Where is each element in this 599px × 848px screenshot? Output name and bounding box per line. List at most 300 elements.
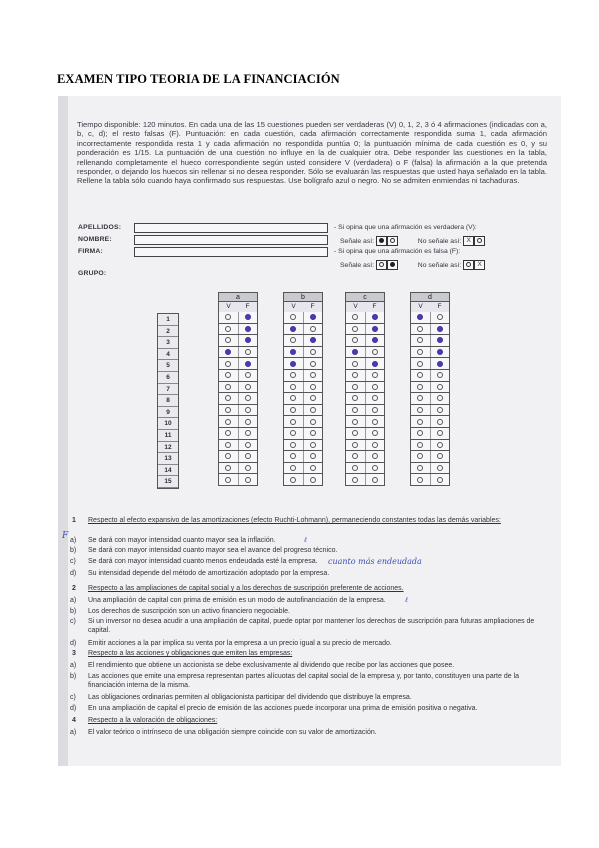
question-number: 9: [158, 407, 178, 419]
answer-cell: [431, 440, 450, 451]
false-bubble[interactable]: [437, 384, 443, 390]
true-bubble[interactable]: [290, 430, 296, 436]
field-label-firma: FIRMA:: [78, 248, 103, 255]
false-bubble[interactable]: [437, 372, 443, 378]
answer-cell: [304, 358, 323, 369]
true-bubble[interactable]: [417, 442, 423, 448]
true-bubble[interactable]: [352, 337, 358, 343]
answer-row: [345, 370, 385, 382]
question-title: Respecto a la valoración de obligaciones:: [88, 717, 218, 724]
statement-letter: c): [70, 618, 76, 625]
answer-cell: [219, 416, 239, 427]
question-number: 15: [158, 476, 178, 488]
answer-cell: [366, 370, 385, 381]
answer-row: [345, 324, 385, 336]
false-bubble[interactable]: [310, 361, 316, 367]
question-number: 12: [158, 442, 178, 454]
false-bubble[interactable]: [310, 372, 316, 378]
answer-cell: [239, 382, 258, 393]
answer-cell: [219, 463, 239, 474]
answer-cell: [304, 382, 323, 393]
true-bubble[interactable]: [417, 477, 423, 483]
answer-row: [345, 416, 385, 428]
answer-row: [345, 312, 385, 324]
mark-label: Señale así:: [340, 261, 375, 269]
question-number: 2: [72, 585, 76, 592]
false-bubble[interactable]: [437, 395, 443, 401]
answer-cell: [219, 440, 239, 451]
answer-cell: [366, 416, 385, 427]
false-bubble[interactable]: [437, 326, 443, 332]
true-bubble[interactable]: [225, 349, 231, 355]
answer-row: [283, 451, 323, 463]
false-bubble[interactable]: [310, 419, 316, 425]
answer-row: [410, 451, 450, 463]
empty-bubble-icon: [376, 260, 387, 270]
answer-cell: [304, 440, 323, 451]
true-bubble[interactable]: [290, 349, 296, 355]
answer-cell: [284, 370, 304, 381]
answer-row: [345, 451, 385, 463]
answer-cell: [239, 416, 258, 427]
answer-cell: [284, 474, 304, 485]
answer-group-b: [283, 292, 323, 486]
answer-cell: [219, 451, 239, 462]
false-bubble[interactable]: [437, 314, 443, 320]
answer-row: [283, 463, 323, 475]
false-bubble[interactable]: [245, 419, 251, 425]
answer-cell: [366, 335, 385, 346]
answer-cell: [239, 335, 258, 346]
question-number: 1: [158, 314, 178, 326]
filled-bubble-icon: [376, 236, 387, 246]
true-bubble[interactable]: [225, 314, 231, 320]
statement-text: En una ampliación de capital el precio de emisión de las acciones puede incorporar una prima de emisión positiva o negativa.: [88, 705, 478, 712]
answer-cell: [431, 416, 450, 427]
answer-cell: [366, 393, 385, 404]
true-bubble[interactable]: [352, 349, 358, 355]
apellidos-input[interactable]: [134, 223, 328, 233]
answer-cell: [366, 451, 385, 462]
answer-cell: [431, 358, 450, 369]
answer-cell: [239, 474, 258, 485]
true-bubble[interactable]: [352, 314, 358, 320]
answer-cell: [366, 324, 385, 335]
answer-cell: [411, 463, 431, 474]
question-number: 4: [158, 349, 178, 361]
answer-cell: [284, 451, 304, 462]
answer-row: [218, 463, 258, 475]
true-bubble[interactable]: [352, 407, 358, 413]
answer-group-c: [345, 292, 385, 486]
false-bubble[interactable]: [310, 477, 316, 483]
answer-row: [410, 324, 450, 336]
false-bubble[interactable]: [372, 407, 378, 413]
true-bubble[interactable]: [352, 465, 358, 471]
answer-cell: [431, 370, 450, 381]
false-bubble[interactable]: [245, 349, 251, 355]
true-bubble[interactable]: [225, 465, 231, 471]
false-column-label: F: [245, 303, 250, 310]
answer-cell: [239, 370, 258, 381]
statement-letter: c): [70, 694, 76, 701]
false-bubble[interactable]: [437, 465, 443, 471]
true-bubble[interactable]: [352, 453, 358, 459]
answer-cell: [219, 324, 239, 335]
answer-row: [345, 428, 385, 440]
question-title: Respecto a las ampliaciones de capital social y a los derechos de suscripción preferente de acciones.: [88, 585, 404, 592]
false-bubble[interactable]: [372, 430, 378, 436]
false-bubble[interactable]: [245, 337, 251, 343]
true-bubble[interactable]: [290, 442, 296, 448]
false-bubble[interactable]: [245, 407, 251, 413]
answer-row: [410, 335, 450, 347]
answer-cell: [219, 382, 239, 393]
firma-input[interactable]: [134, 247, 328, 257]
true-bubble[interactable]: [352, 477, 358, 483]
answer-row: [345, 347, 385, 359]
statement-text: Emitir acciones a la par implica su venta por la empresa a un precio igual a su precio de mercado.: [88, 640, 392, 647]
answer-row: [283, 347, 323, 359]
field-label-nombre: NOMBRE:: [78, 236, 112, 243]
true-bubble[interactable]: [352, 419, 358, 425]
question-number: 13: [158, 453, 178, 465]
answer-cell: [431, 393, 450, 404]
answer-cell: [219, 393, 239, 404]
answer-cell: [304, 347, 323, 358]
false-bubble[interactable]: [437, 419, 443, 425]
vf-header-row: [218, 302, 258, 312]
false-bubble[interactable]: [245, 465, 251, 471]
true-bubble[interactable]: [352, 430, 358, 436]
false-bubble[interactable]: [310, 430, 316, 436]
statement-text: Las obligaciones ordinarias permiten al obligacionista participar del dividendo que distribuye la empresa.: [88, 694, 412, 701]
false-bubble[interactable]: [245, 361, 251, 367]
answer-cell: [366, 474, 385, 485]
answer-row: [410, 405, 450, 417]
handwritten-margin-mark: F: [62, 531, 69, 541]
true-bubble[interactable]: [290, 395, 296, 401]
true-bubble[interactable]: [225, 337, 231, 343]
true-bubble[interactable]: [417, 337, 423, 343]
answer-cell: [346, 312, 366, 323]
answer-cell: [239, 393, 258, 404]
answer-row: [218, 451, 258, 463]
true-instruction: - Si opina que una afirmación es verdadera (V):: [334, 224, 477, 231]
true-column-label: V: [418, 303, 423, 310]
answer-cell: [366, 463, 385, 474]
statement-letter: d): [70, 570, 77, 577]
answer-cell: [366, 440, 385, 451]
answer-cell: [304, 428, 323, 439]
false-bubble[interactable]: [245, 430, 251, 436]
empty-bubble-icon: [474, 236, 485, 246]
answer-cell: [411, 335, 431, 346]
true-bubble[interactable]: [225, 326, 231, 332]
answer-cell: [346, 463, 366, 474]
answer-row: [410, 393, 450, 405]
false-bubble[interactable]: [245, 314, 251, 320]
answer-row: [218, 440, 258, 452]
true-column-label: V: [353, 303, 358, 310]
answer-cell: [239, 324, 258, 335]
answer-row: [218, 312, 258, 324]
answer-row: [283, 382, 323, 394]
false-bubble[interactable]: [372, 477, 378, 483]
answer-row: [345, 393, 385, 405]
true-bubble[interactable]: [290, 407, 296, 413]
answer-cell: [239, 312, 258, 323]
false-bubble[interactable]: [245, 453, 251, 459]
true-bubble[interactable]: [290, 314, 296, 320]
false-bubble[interactable]: [245, 477, 251, 483]
true-bubble[interactable]: [290, 326, 296, 332]
answer-cell: [346, 335, 366, 346]
filled-bubble-icon: [387, 260, 398, 270]
false-bubble[interactable]: [245, 395, 251, 401]
answer-cell: [219, 312, 239, 323]
answer-cell: [411, 312, 431, 323]
true-bubble[interactable]: [225, 419, 231, 425]
false-bubble[interactable]: [372, 372, 378, 378]
true-bubble[interactable]: [290, 361, 296, 367]
answer-cell: [411, 393, 431, 404]
true-bubble[interactable]: [417, 419, 423, 425]
answer-cell: [219, 347, 239, 358]
false-bubble[interactable]: [310, 395, 316, 401]
answer-cell: [284, 382, 304, 393]
answer-cell: [411, 428, 431, 439]
answer-cell: [411, 474, 431, 485]
false-bubble[interactable]: [437, 361, 443, 367]
false-mark-example: [340, 260, 485, 270]
exam-instructions-text: Tiempo disponible: 120 minutos. En cada una de las 15 cuestiones pueden ser verdaderas (V) 0, 1, 2, 3 ó 4 afirmaciones (indicadas con a, b, c, d); el resto falsas (F). Puntuación: en cada cuestión, cada afirmación correctamente respondida suma 1, cada afirmación incorrectamente respondida resta 1 y cada afirmación no respondida puntúa 0; la puntuación mínima de cada cuestión es 0, y su ponderación es 1/15. La puntuación de una cuestión no influye en la de cualquier otra. Debe responder las cuestiones en la tabla, rellenando completamente el hueco correspondiente según usted considere V (verdadera) o F (falsa) la afirmación a la que pretenda responder, o dejando los huecos sin rellenar si no desea responder. Sólo se evaluarán las respuestas que usted haya señalado en la tabla. Rellene la tabla sólo cuando haya confirmado sus respuestas. Use bolígrafo azul o negro. No se admiten enmiendas ni tachaduras.: [77, 120, 547, 186]
answer-cell: [219, 405, 239, 416]
answer-row: [345, 382, 385, 394]
false-bubble[interactable]: [310, 407, 316, 413]
false-bubble[interactable]: [437, 407, 443, 413]
answer-row: [283, 440, 323, 452]
false-bubble[interactable]: [437, 453, 443, 459]
false-bubble[interactable]: [372, 384, 378, 390]
true-bubble[interactable]: [290, 465, 296, 471]
answer-cell: [431, 474, 450, 485]
false-bubble[interactable]: [310, 349, 316, 355]
true-bubble[interactable]: [290, 384, 296, 390]
false-bubble[interactable]: [437, 430, 443, 436]
answer-cell: [284, 335, 304, 346]
true-bubble[interactable]: [290, 337, 296, 343]
true-bubble[interactable]: [417, 453, 423, 459]
answer-cell: [219, 358, 239, 369]
page-shadow: [58, 96, 68, 766]
false-bubble[interactable]: [372, 453, 378, 459]
answer-cell: [219, 428, 239, 439]
true-bubble[interactable]: [290, 372, 296, 378]
answer-cell: [346, 451, 366, 462]
answer-row: [410, 428, 450, 440]
vf-header-row: [345, 302, 385, 312]
true-bubble[interactable]: [225, 372, 231, 378]
true-bubble[interactable]: [417, 326, 423, 332]
true-bubble[interactable]: [417, 384, 423, 390]
answer-group-d: [410, 292, 450, 486]
answer-cell: [284, 440, 304, 451]
statement-letter: a): [70, 729, 77, 736]
false-bubble[interactable]: [372, 349, 378, 355]
false-bubble[interactable]: [245, 384, 251, 390]
answer-cell: [411, 405, 431, 416]
false-bubble[interactable]: [372, 337, 378, 343]
question-number: 14: [158, 465, 178, 477]
answer-cell: [239, 428, 258, 439]
answer-cell: [346, 347, 366, 358]
answer-row: [410, 474, 450, 486]
answer-cell: [284, 358, 304, 369]
answer-row: [345, 335, 385, 347]
nombre-input[interactable]: [134, 235, 328, 245]
answer-row: [410, 358, 450, 370]
statement-letter: b): [70, 547, 77, 554]
statement-letter: b): [70, 608, 77, 615]
true-bubble[interactable]: [290, 477, 296, 483]
statement-letter: a): [70, 662, 77, 669]
false-bubble[interactable]: [372, 361, 378, 367]
answer-row: [345, 440, 385, 452]
true-bubble[interactable]: [225, 384, 231, 390]
handwritten-tick: ℓ: [304, 536, 307, 544]
false-bubble[interactable]: [245, 442, 251, 448]
answer-cell: [346, 324, 366, 335]
answer-cell: [431, 335, 450, 346]
false-bubble[interactable]: [372, 314, 378, 320]
false-bubble[interactable]: [437, 442, 443, 448]
true-bubble[interactable]: [352, 372, 358, 378]
false-bubble[interactable]: [245, 372, 251, 378]
false-bubble[interactable]: [437, 349, 443, 355]
answer-cell: [304, 416, 323, 427]
true-bubble[interactable]: [352, 395, 358, 401]
answer-cell: [431, 405, 450, 416]
false-bubble[interactable]: [437, 477, 443, 483]
answer-row: [283, 335, 323, 347]
false-bubble[interactable]: [372, 395, 378, 401]
true-bubble[interactable]: [290, 419, 296, 425]
false-bubble[interactable]: [310, 453, 316, 459]
answer-row: [345, 358, 385, 370]
true-bubble[interactable]: [225, 407, 231, 413]
false-bubble[interactable]: [372, 442, 378, 448]
true-bubble[interactable]: [352, 384, 358, 390]
false-bubble[interactable]: [372, 465, 378, 471]
answer-row: [283, 370, 323, 382]
true-bubble[interactable]: [225, 395, 231, 401]
true-bubble[interactable]: [417, 395, 423, 401]
false-bubble[interactable]: [372, 326, 378, 332]
false-bubble[interactable]: [310, 337, 316, 343]
true-bubble[interactable]: [352, 361, 358, 367]
mark-label: Señale así:: [340, 237, 375, 245]
true-bubble[interactable]: [225, 477, 231, 483]
answer-cell: [219, 474, 239, 485]
false-bubble[interactable]: [310, 442, 316, 448]
answer-cell: [431, 312, 450, 323]
statement-text: Los derechos de suscripción son un activo financiero negociable.: [88, 608, 290, 615]
false-bubble[interactable]: [310, 314, 316, 320]
answer-row: [218, 416, 258, 428]
cross-box: X: [474, 260, 485, 270]
true-bubble[interactable]: [417, 349, 423, 355]
true-bubble[interactable]: [352, 442, 358, 448]
statement-text: Se dará con mayor intensidad cuanto mayor sea el avance del progreso técnico.: [88, 547, 338, 554]
true-bubble[interactable]: [225, 361, 231, 367]
field-label-grupo: GRUPO:: [78, 270, 107, 277]
question-number-column: [157, 313, 179, 489]
answer-row: [345, 463, 385, 475]
question-number: 5: [158, 360, 178, 372]
answer-row: [345, 474, 385, 486]
field-label-apellidos: APELLIDOS:: [78, 224, 122, 231]
answer-cell: [239, 451, 258, 462]
true-bubble[interactable]: [417, 465, 423, 471]
answer-row: [283, 405, 323, 417]
cross-box: X: [463, 236, 474, 246]
answer-row: [283, 474, 323, 486]
true-bubble[interactable]: [417, 407, 423, 413]
answer-cell: [284, 463, 304, 474]
answer-cell: [411, 382, 431, 393]
false-bubble[interactable]: [245, 326, 251, 332]
answer-row: [218, 324, 258, 336]
false-bubble[interactable]: [437, 337, 443, 343]
answer-cell: [411, 416, 431, 427]
false-bubble[interactable]: [310, 384, 316, 390]
answer-cell: [239, 463, 258, 474]
answer-cell: [411, 451, 431, 462]
answer-cell: [411, 358, 431, 369]
answer-cell: [366, 358, 385, 369]
answer-row: [410, 347, 450, 359]
false-bubble[interactable]: [310, 326, 316, 332]
true-bubble[interactable]: [417, 430, 423, 436]
true-bubble[interactable]: [225, 453, 231, 459]
true-bubble[interactable]: [417, 314, 423, 320]
question-number: 4: [72, 717, 76, 724]
true-bubble[interactable]: [225, 430, 231, 436]
question-number: 8: [158, 395, 178, 407]
answer-cell: [346, 405, 366, 416]
question-number: 2: [158, 326, 178, 338]
answer-cell: [219, 370, 239, 381]
false-bubble[interactable]: [310, 465, 316, 471]
true-bubble[interactable]: [417, 361, 423, 367]
true-bubble[interactable]: [290, 453, 296, 459]
false-bubble[interactable]: [372, 419, 378, 425]
statement-text: El valor teórico o intrínseco de una obligación siempre coincide con su valor de amortización.: [88, 729, 377, 736]
true-bubble[interactable]: [417, 372, 423, 378]
true-bubble[interactable]: [352, 326, 358, 332]
answer-cell: [284, 405, 304, 416]
true-bubble[interactable]: [225, 442, 231, 448]
answer-row: [410, 312, 450, 324]
exam-photo: [58, 96, 561, 766]
answer-row: [283, 428, 323, 440]
answer-cell: [304, 393, 323, 404]
empty-bubble-icon: [463, 260, 474, 270]
question-number: 6: [158, 372, 178, 384]
question-number: 10: [158, 418, 178, 430]
answer-row: [218, 393, 258, 405]
